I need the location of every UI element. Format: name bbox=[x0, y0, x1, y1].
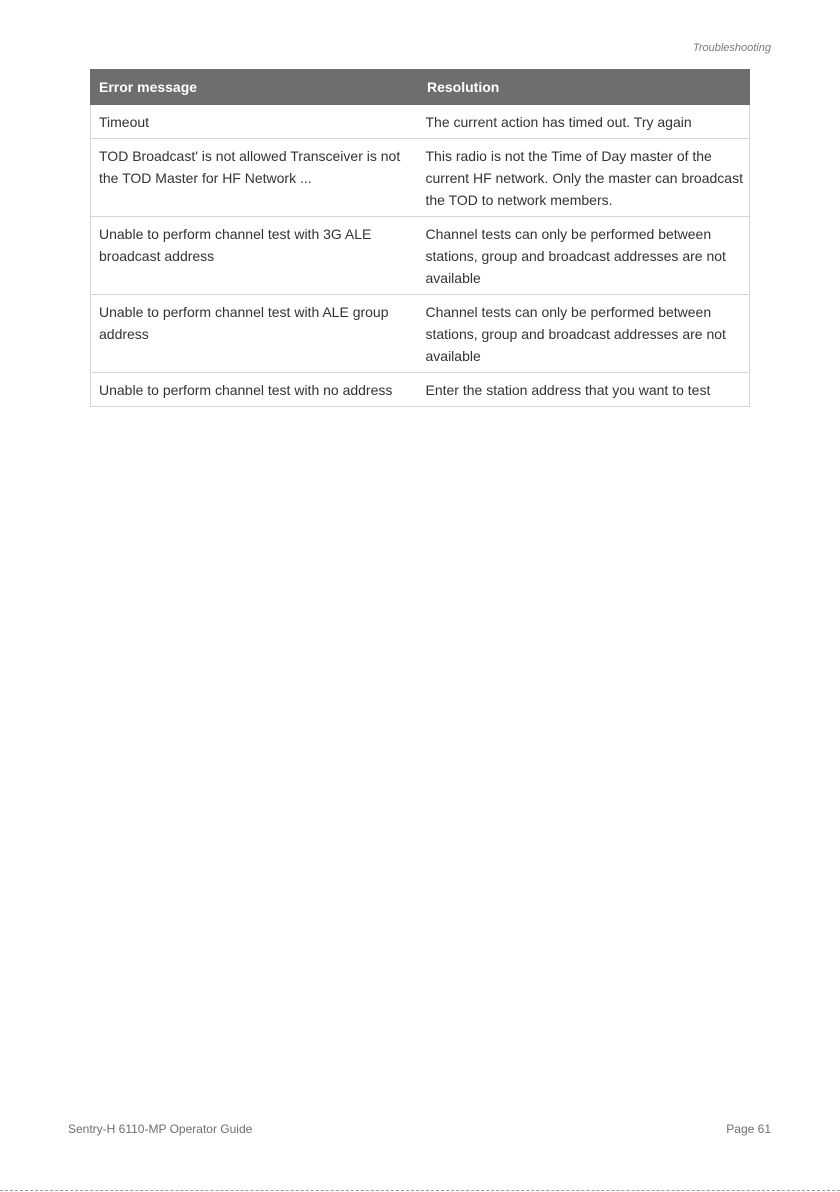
error-message-cell: Unable to perform channel test with no address bbox=[91, 373, 419, 407]
error-message-cell: Unable to perform channel test with 3G ALE broadcast address bbox=[91, 217, 419, 295]
footer-guide-title: Sentry-H 6110-MP Operator Guide bbox=[68, 1122, 253, 1136]
table-row bbox=[91, 373, 750, 407]
table-row bbox=[91, 105, 750, 139]
error-resolution-table bbox=[90, 69, 750, 407]
error-message-cell: TOD Broadcast' is not allowed Transceiver is not the TOD Master for HF Network ... bbox=[91, 139, 419, 217]
error-message-cell: Timeout bbox=[91, 105, 419, 139]
running-header: Troubleshooting bbox=[692, 42, 771, 54]
table-row bbox=[91, 139, 750, 217]
resolution-cell: Channel tests can only be performed between stations, group and broadcast addresses are not available bbox=[419, 295, 750, 373]
column-header-resolution: Resolution bbox=[419, 70, 750, 105]
table-row bbox=[91, 295, 750, 373]
table-row bbox=[91, 217, 750, 295]
error-message-cell: Unable to perform channel test with ALE group address bbox=[91, 295, 419, 373]
column-header-error-message: Error message bbox=[91, 70, 419, 105]
resolution-cell: Enter the station address that you want to test bbox=[419, 373, 750, 407]
page-bottom-divider bbox=[0, 1190, 840, 1191]
resolution-cell: Channel tests can only be performed between stations, group and broadcast addresses are not available bbox=[419, 217, 750, 295]
resolution-cell: This radio is not the Time of Day master of the current HF network. Only the master can broadcast the TOD to network members. bbox=[419, 139, 750, 217]
error-table-container bbox=[90, 69, 749, 407]
footer-page-number: Page 61 bbox=[726, 1122, 771, 1136]
table-header-row bbox=[91, 70, 750, 105]
resolution-cell: The current action has timed out. Try again bbox=[419, 105, 750, 139]
